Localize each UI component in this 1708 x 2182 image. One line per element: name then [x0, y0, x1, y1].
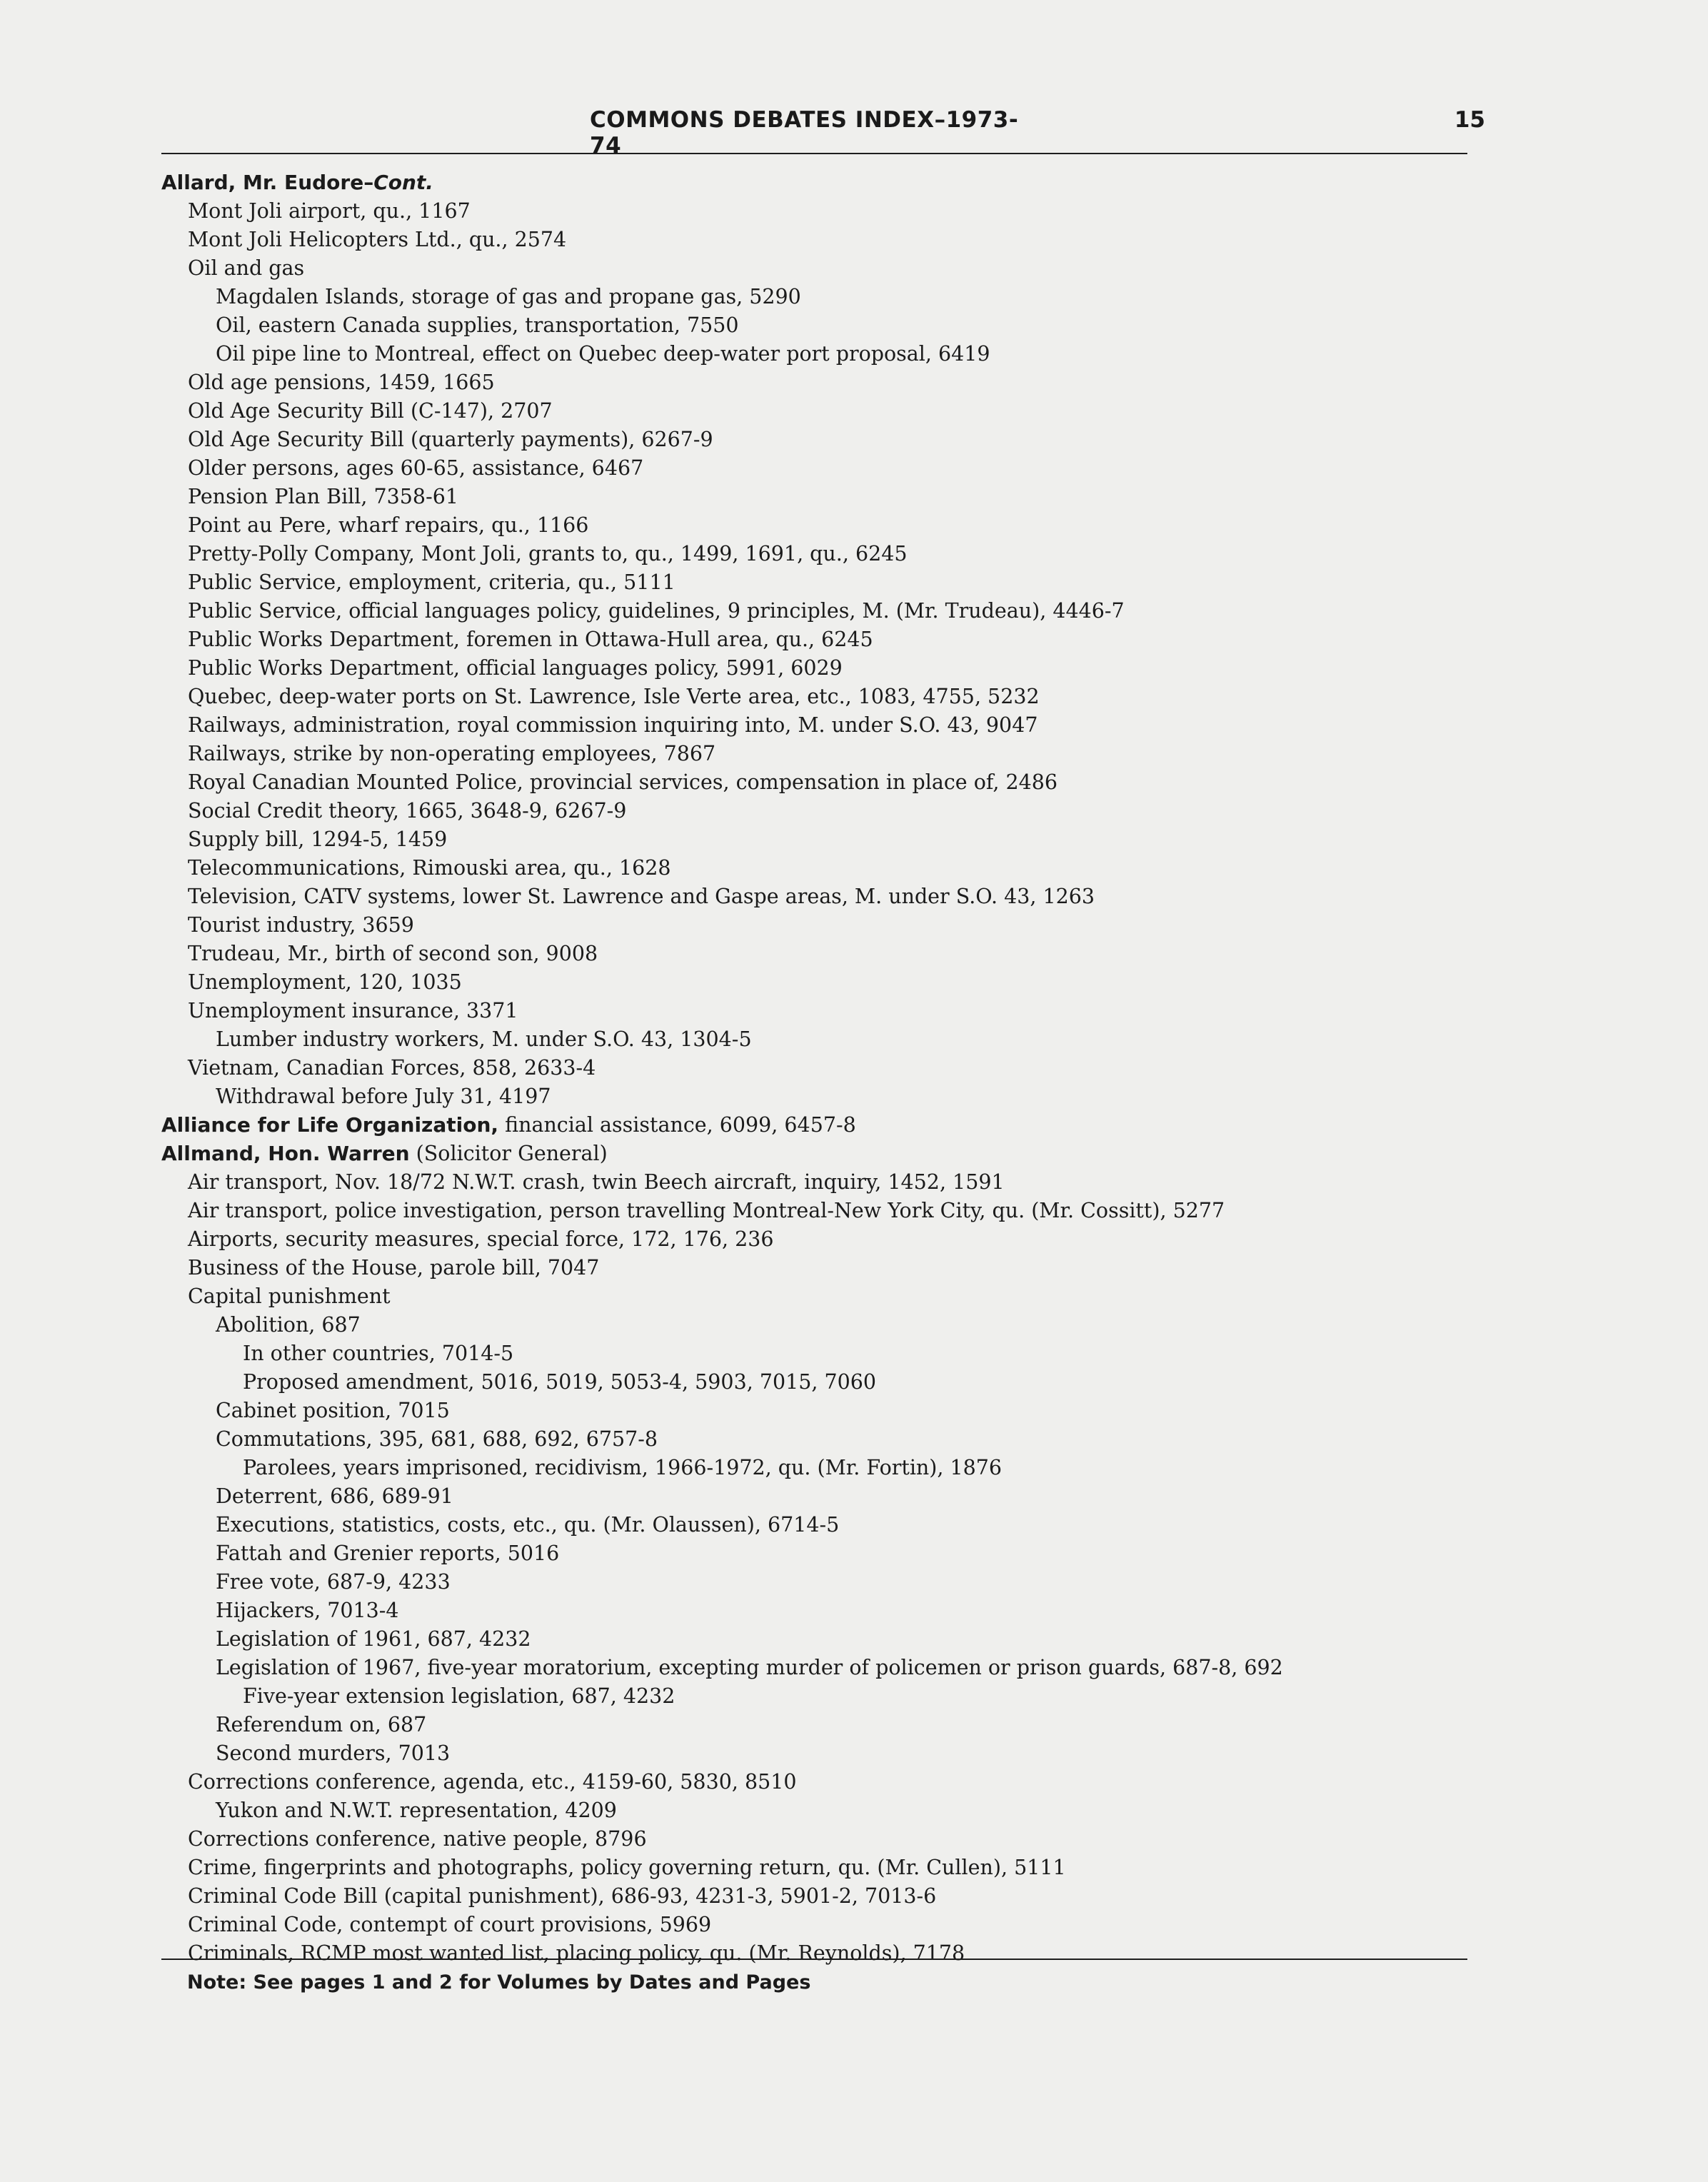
index-subentry [161, 625, 1490, 654]
entry-text: Referendum on, 687 [216, 1713, 427, 1736]
index-subentry [161, 311, 1490, 340]
entry-continuation: Cont. [373, 171, 433, 194]
entry-text: Railways, administration, royal commission inquiring into, M. under S.O. 43, 9047 [188, 713, 1038, 737]
index-subentry [161, 254, 1490, 283]
entry-name: Allard, Mr. Eudore– [161, 171, 374, 194]
index-subentry [161, 340, 1490, 368]
index-subentry [161, 397, 1490, 426]
index-heading-entry [161, 169, 1490, 197]
index-subentry [161, 1197, 1490, 1225]
entry-text: Executions, statistics, costs, etc., qu. (Mr. Olaussen), 6714-5 [216, 1513, 840, 1537]
index-subentry [161, 911, 1490, 940]
index-subentry [161, 454, 1490, 483]
entry-text: Air transport, police investigation, person travelling Montreal-New York City, qu. (Mr. Cossitt), 5277 [188, 1199, 1225, 1222]
entry-text: Free vote, 687-9, 4233 [216, 1570, 451, 1594]
index-subentry [161, 283, 1490, 311]
entry-text: Legislation of 1961, 687, 4232 [216, 1627, 531, 1651]
index-subentry [161, 883, 1490, 911]
index-subentry [161, 1054, 1490, 1082]
index-subentry [161, 854, 1490, 883]
footer-rule [161, 1959, 1467, 1960]
entry-text: Television, CATV systems, lower St. Lawrence and Gaspe areas, M. under S.O. 43, 1263 [188, 885, 1095, 908]
entry-text: Pension Plan Bill, 7358-61 [188, 485, 458, 508]
index-subentry [161, 226, 1490, 254]
index-subentry [161, 1339, 1490, 1368]
index-heading-entry [161, 1140, 1490, 1168]
entry-text: Older persons, ages 60-65, assistance, 6467 [188, 456, 644, 480]
index-subentry [161, 426, 1490, 454]
entry-text: Quebec, deep-water ports on St. Lawrence, Isle Verte area, etc., 1083, 4755, 5232 [188, 685, 1040, 708]
entry-text: Legislation of 1967, five-year moratorium, excepting murder of policemen or prison guards, 687-8, 692 [216, 1656, 1283, 1679]
index-subentry [161, 1654, 1490, 1682]
index-subentry [161, 1168, 1490, 1197]
entry-text: Airports, security measures, special force, 172, 176, 236 [188, 1227, 774, 1251]
index-subentry [161, 1311, 1490, 1339]
entry-text: Old Age Security Bill (quarterly payments), 6267-9 [188, 428, 713, 451]
index-subentry [161, 683, 1490, 711]
entry-text: Public Service, official languages policy, guidelines, 9 principles, M. (Mr. Trudeau), 4446-7 [188, 599, 1125, 623]
index-subentry [161, 654, 1490, 683]
index-subentry [161, 483, 1490, 511]
entry-text: Mont Joli Helicopters Ltd., qu., 2574 [188, 228, 567, 251]
index-subentry [161, 1882, 1490, 1911]
entry-text: Proposed amendment, 5016, 5019, 5053-4, 5903, 7015, 7060 [243, 1370, 876, 1394]
index-entries [161, 169, 1490, 1968]
entry-text: Oil and gas [188, 256, 305, 280]
entry-text: Deterrent, 686, 689-91 [216, 1484, 453, 1508]
index-subentry [161, 740, 1490, 768]
index-subentry [161, 1625, 1490, 1654]
index-heading-entry [161, 1111, 1490, 1140]
header-rule [161, 153, 1467, 154]
index-subentry [161, 968, 1490, 997]
entry-text: Oil pipe line to Montreal, effect on Quebec deep-water port proposal, 6419 [216, 342, 990, 366]
index-subentry [161, 1939, 1490, 1968]
entry-name: Allmand, Hon. Warren [161, 1142, 410, 1165]
entry-name: Alliance for Life Organization, [161, 1113, 499, 1137]
index-subentry [161, 1711, 1490, 1739]
index-subentry [161, 197, 1490, 226]
entry-text: Commutations, 395, 681, 688, 692, 6757-8 [216, 1427, 658, 1451]
index-subentry [161, 1454, 1490, 1482]
entry-text: Public Works Department, foremen in Ottawa-Hull area, qu., 6245 [188, 628, 873, 651]
index-subentry [161, 1482, 1490, 1511]
entry-text: Old age pensions, 1459, 1665 [188, 371, 495, 394]
entry-text: Parolees, years imprisoned, recidivism, 1966-1972, qu. (Mr. Fortin), 1876 [243, 1456, 1003, 1479]
entry-text: financial assistance, 6099, 6457-8 [498, 1113, 856, 1137]
entry-text: Corrections conference, native people, 8796 [188, 1827, 647, 1851]
index-subentry [161, 711, 1490, 740]
entry-text: Second murders, 7013 [216, 1741, 451, 1765]
entry-text: Mont Joli airport, qu., 1167 [188, 199, 471, 223]
entry-text: Telecommunications, Rimouski area, qu., 1628 [188, 856, 671, 880]
entry-text: Old Age Security Bill (C-147), 2707 [188, 399, 553, 423]
entry-text: Withdrawal before July 31, 4197 [216, 1085, 551, 1108]
entry-text: (Solicitor General) [409, 1142, 608, 1165]
index-subentry [161, 1082, 1490, 1111]
index-subentry [161, 1397, 1490, 1425]
index-subentry [161, 368, 1490, 397]
entry-text: Capital punishment [188, 1284, 391, 1308]
index-subentry [161, 1282, 1490, 1311]
index-subentry [161, 1796, 1490, 1825]
entry-text: Hijackers, 7013-4 [216, 1599, 399, 1622]
entry-text: Cabinet position, 7015 [216, 1399, 450, 1422]
index-subentry [161, 1682, 1490, 1711]
index-subentry [161, 1511, 1490, 1539]
index-subentry [161, 540, 1490, 568]
page-title: COMMONS DEBATES INDEX–1973-74 [590, 107, 1019, 159]
entry-text: Supply bill, 1294-5, 1459 [188, 828, 448, 851]
entry-text: Abolition, 687 [216, 1313, 361, 1337]
index-subentry [161, 1739, 1490, 1768]
entry-text: Point au Pere, wharf repairs, qu., 1166 [188, 513, 589, 537]
entry-text: Social Credit theory, 1665, 3648-9, 6267-9 [188, 799, 627, 823]
index-subentry [161, 1854, 1490, 1882]
index-subentry [161, 1425, 1490, 1454]
entry-text: Public Works Department, official languages policy, 5991, 6029 [188, 656, 843, 680]
entry-text: Railways, strike by non-operating employees, 7867 [188, 742, 716, 765]
entry-text: Lumber industry workers, M. under S.O. 43, 1304-5 [216, 1027, 752, 1051]
entry-text: Criminal Code, contempt of court provisions, 5969 [188, 1913, 712, 1936]
entry-text: Oil, eastern Canada supplies, transportation, 7550 [216, 313, 739, 337]
page-number: 15 [1454, 107, 1485, 133]
entry-text: In other countries, 7014-5 [243, 1342, 514, 1365]
index-subentry [161, 825, 1490, 854]
index-subentry [161, 1025, 1490, 1054]
index-subentry [161, 1539, 1490, 1568]
entry-text: Tourist industry, 3659 [188, 913, 414, 937]
index-subentry [161, 1368, 1490, 1397]
entry-text: Magdalen Islands, storage of gas and propane gas, 5290 [216, 285, 801, 308]
entry-text: Criminal Code Bill (capital punishment), 686-93, 4231-3, 5901-2, 7013-6 [188, 1884, 937, 1908]
entry-text: Crime, fingerprints and photographs, policy governing return, qu. (Mr. Cullen), 5111 [188, 1856, 1066, 1879]
index-subentry [161, 511, 1490, 540]
footer-note: Note: See pages 1 and 2 for Volumes by Dates and Pages [187, 1971, 811, 1994]
index-subentry [161, 1225, 1490, 1254]
index-subentry [161, 1254, 1490, 1282]
index-subentry [161, 1597, 1490, 1625]
index-subentry [161, 1768, 1490, 1796]
entry-text: Criminals, RCMP most wanted list, placing policy, qu. (Mr. Reynolds), 7178 [188, 1941, 965, 1965]
entry-text: Fattah and Grenier reports, 5016 [216, 1542, 560, 1565]
entry-text: Pretty-Polly Company, Mont Joli, grants to, qu., 1499, 1691, qu., 6245 [188, 542, 908, 565]
entry-text: Royal Canadian Mounted Police, provincial services, compensation in place of, 2486 [188, 770, 1058, 794]
entry-text: Unemployment insurance, 3371 [188, 999, 518, 1022]
entry-text: Five-year extension legislation, 687, 4232 [243, 1684, 675, 1708]
entry-text: Unemployment, 120, 1035 [188, 970, 462, 994]
index-subentry [161, 997, 1490, 1025]
index-subentry [161, 1911, 1490, 1939]
entry-text: Trudeau, Mr., birth of second son, 9008 [188, 942, 598, 965]
entry-text: Corrections conference, agenda, etc., 4159-60, 5830, 8510 [188, 1770, 797, 1794]
entry-text: Public Service, employment, criteria, qu., 5111 [188, 570, 675, 594]
index-subentry [161, 1825, 1490, 1854]
index-subentry [161, 597, 1490, 625]
entry-text: Air transport, Nov. 18/72 N.W.T. crash, twin Beech aircraft, inquiry, 1452, 1591 [188, 1170, 1005, 1194]
entry-text: Business of the House, parole bill, 7047 [188, 1256, 600, 1279]
index-subentry [161, 1568, 1490, 1597]
index-subentry [161, 768, 1490, 797]
entry-text: Vietnam, Canadian Forces, 858, 2633-4 [188, 1056, 596, 1080]
index-subentry [161, 940, 1490, 968]
index-subentry [161, 797, 1490, 825]
index-subentry [161, 568, 1490, 597]
entry-text: Yukon and N.W.T. representation, 4209 [216, 1799, 617, 1822]
